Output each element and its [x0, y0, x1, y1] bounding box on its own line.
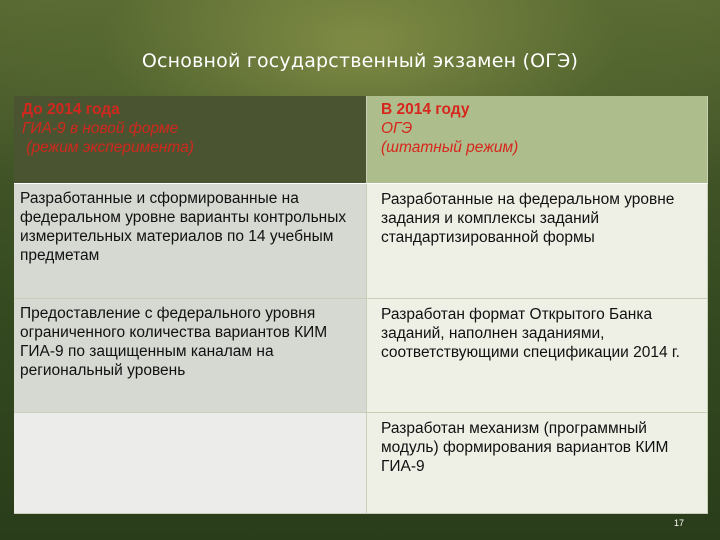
slide-title: Основной государственный экзамен (ОГЭ) [141, 50, 579, 72]
header-2014-subtitle: ОГЭ [381, 120, 413, 137]
header-2014-mode: (штатный режим) [381, 139, 519, 156]
row-1-right-cell: Разработанные на федеральном уровне задания и комплексы заданий стандартизированной формы [367, 184, 708, 299]
header-cell-before-2014 [14, 96, 367, 184]
page-number: 17 [674, 518, 685, 528]
header-2014-title: В 2014 году [381, 101, 470, 118]
row-3-left-cell [14, 413, 367, 514]
row-2-right-cell: Разработан формат Открытого Банка заданий, наполнен заданиями, соответствующими спецификации 2014 г. [367, 299, 708, 413]
header-before-2014-subtitle: ГИА-9 в новой форме [22, 120, 179, 137]
header-before-2014-mode: (режим эксперимента) [22, 139, 194, 156]
header-before-2014-title: До 2014 года [22, 101, 120, 118]
row-1-left-cell: Разработанные и сформированные на федеральном уровне варианты контрольных измерительных материалов по 14 учебным предметам [14, 184, 367, 299]
header-cell-2014 [367, 96, 708, 184]
row-2-left-cell: Предоставление с федерального уровня ограниченного количества вариантов КИМ ГИА-9 по защищенным каналам на региональный уровень [14, 299, 367, 413]
comparison-table [14, 96, 708, 514]
row-3-right-cell: Разработан механизм (программный модуль) формирования вариантов КИМ ГИА-9 [367, 413, 708, 514]
